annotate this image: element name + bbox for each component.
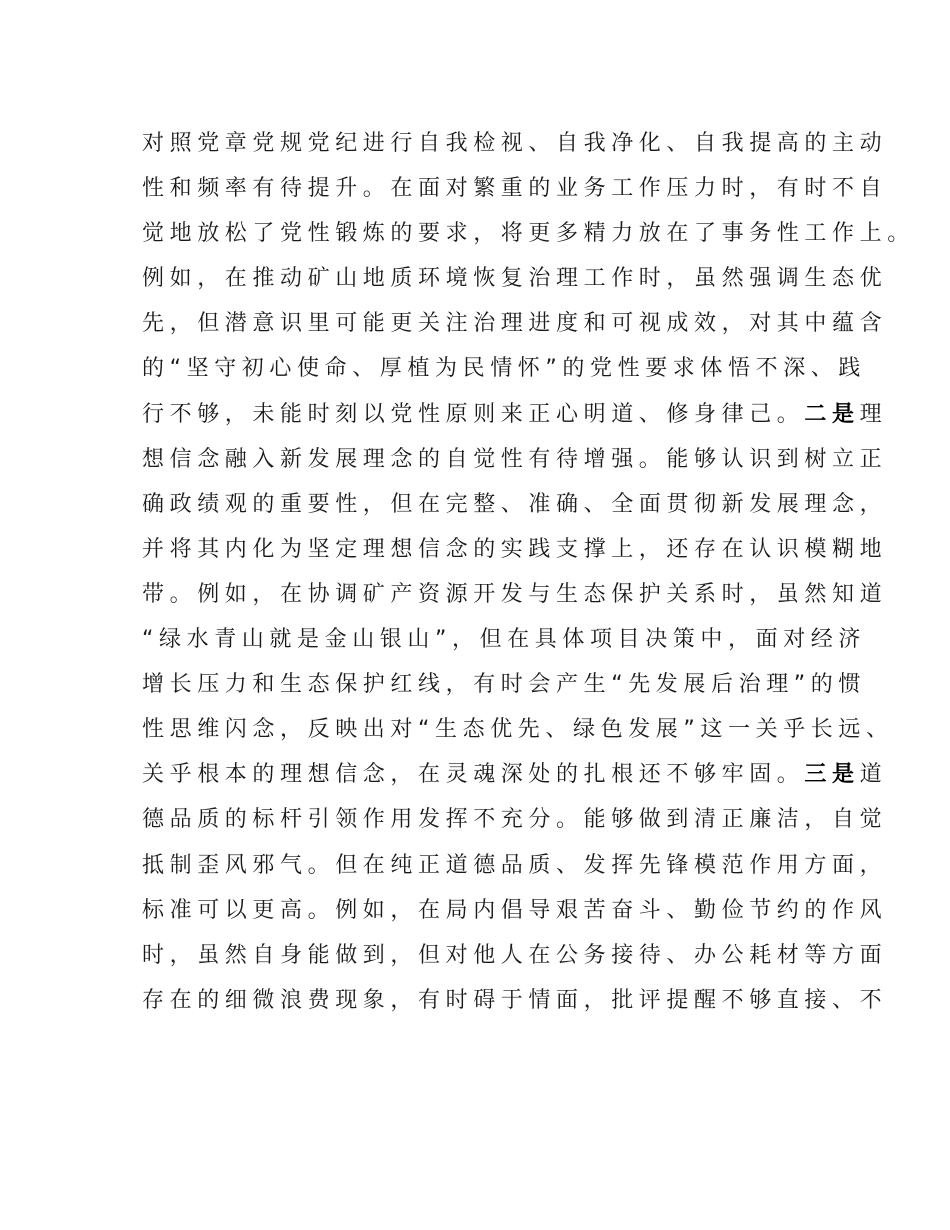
text-line: 先，但潜意识里可能更关注治理进度和可视成效，对其中蕴含 [142, 311, 888, 337]
text-line: 性和频率有待提升。在面对繁重的业务工作压力时，有时不自 [142, 176, 888, 202]
text-line: 性思维闪念，反映出对“生态优先、绿色发展”这一关乎长远、 [142, 717, 894, 743]
text-line: “绿水青山就是金山银山”，但在具体项目决策中，面对经济 [142, 627, 866, 653]
text-line: 并将其内化为坚定理想信念的实践支撑上，还存在认识模糊地 [142, 536, 888, 562]
text-line: 抵制歪风邪气。但在纯正道德品质、发挥先锋模范作用方面， [142, 852, 888, 878]
text-line: 的“坚守初心使命、厚植为民情怀”的党性要求体悟不深、践 [142, 356, 866, 382]
text-run: 行不够，未能时刻以党性原则来正心明道、修身律己。 [142, 401, 805, 427]
text-run: 关乎根本的理想信念，在灵魂深处的扎根还不够牢固。 [142, 762, 805, 788]
text-run: 道 [859, 762, 888, 788]
text-line [142, 752, 888, 797]
text-run: 理 [859, 401, 888, 427]
bold-point-marker: 二是 [804, 401, 860, 427]
body-paragraph [142, 121, 915, 1023]
text-line: 带。例如，在协调矿产资源开发与生态保护关系时，虽然知道 [142, 581, 888, 607]
bold-point-marker: 三是 [804, 762, 860, 788]
text-line: 例如，在推动矿山地质环境恢复治理工作时，虽然强调生态优 [142, 266, 888, 292]
text-line: 确政绩观的重要性，但在完整、准确、全面贯彻新发展理念， [142, 491, 888, 517]
text-line [142, 392, 888, 437]
text-line: 德品质的标杆引领作用发挥不充分。能够做到清正廉洁，自觉 [142, 807, 888, 833]
text-line: 标准可以更高。例如，在局内倡导艰苦奋斗、勤俭节约的作风 [142, 897, 888, 923]
text-line: 存在的细微浪费现象，有时碍于情面，批评提醒不够直接、不 [142, 987, 888, 1013]
text-line: 增长压力和生态保护红线，有时会产生“先发展后治理”的惯 [142, 672, 866, 698]
text-line: 觉地放松了党性锻炼的要求，将更多精力放在了事务性工作上。 [142, 221, 915, 247]
text-line: 想信念融入新发展理念的自觉性有待增强。能够认识到树立正 [142, 446, 888, 472]
text-line: 对照党章党规党纪进行自我检视、自我净化、自我提高的主动 [142, 131, 888, 156]
text-line: 时，虽然自身能做到，但对他人在公务接待、办公耗材等方面 [142, 942, 888, 968]
